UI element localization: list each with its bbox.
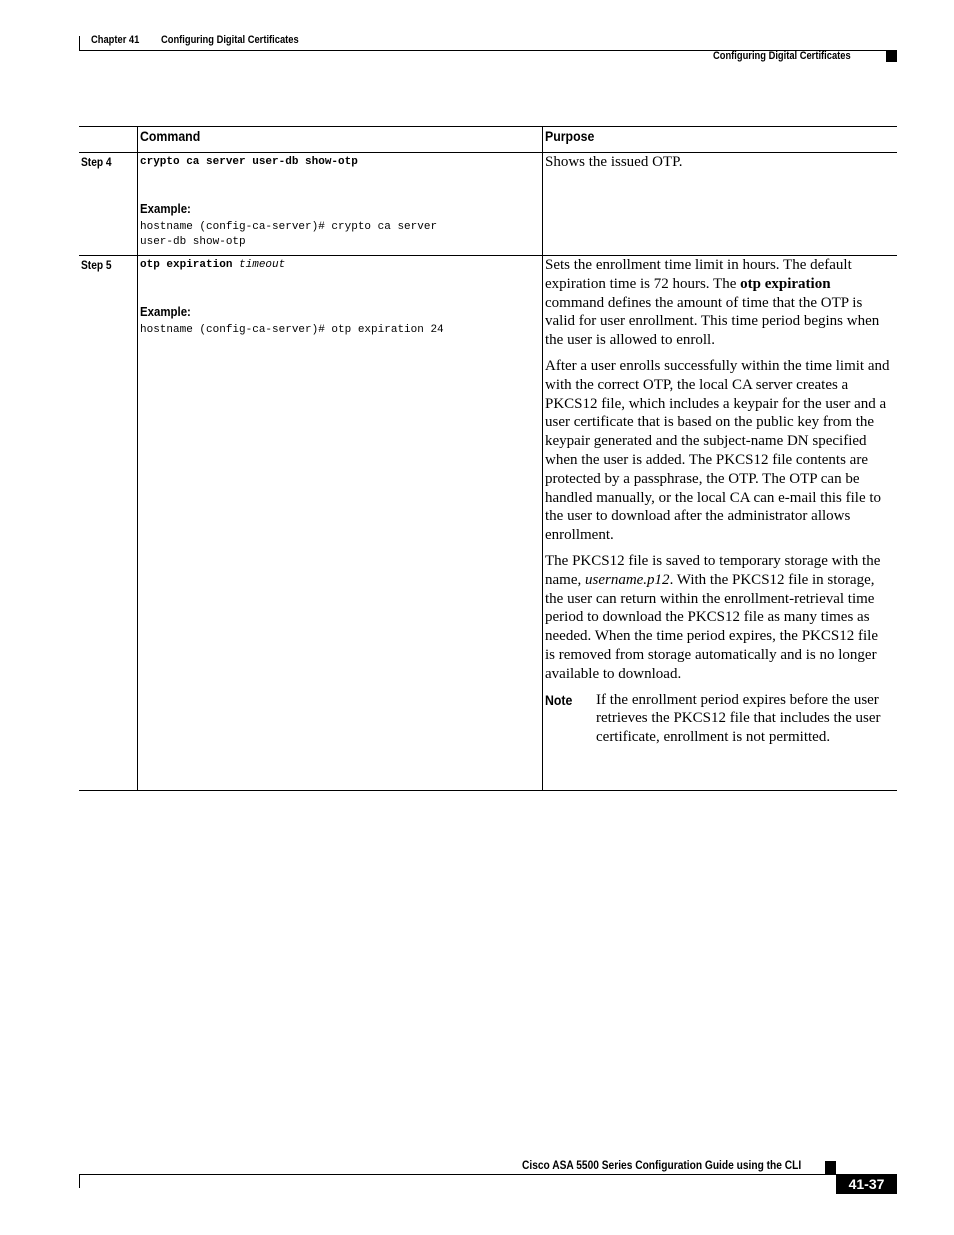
header-rule-vertical: [79, 36, 80, 51]
step-label: Step 5: [81, 258, 112, 272]
note: [545, 691, 890, 747]
text: The PKCS12 file is saved to temporary storage with the name,: [545, 552, 881, 588]
command-syntax: [140, 258, 285, 273]
column-divider: [137, 126, 138, 791]
header-marker: [886, 50, 897, 62]
purpose-paragraph: After a user enrolls successfully within the time limit and with the correct OTP, the local CA server creates a PKCS12 file, which includes a keypair for the user and a user certificate that is based on the public key from the keypair generated and the subject-name DN specified when the user is added. The PKCS12 file contents are protected by a passphrase, the OTP. The OTP can be handled manually, or the local CA can e-mail this file to the user to download after the administrator allows enrollment.: [545, 357, 890, 544]
column-divider: [542, 126, 543, 791]
footer-rule-vertical: [79, 1174, 80, 1188]
example-code: hostname (config-ca-server)# crypto ca server user-db show-otp: [140, 221, 438, 248]
column-header-purpose: Purpose: [545, 128, 595, 144]
guide-title: Cisco ASA 5500 Series Configuration Guide using the CLI: [522, 1158, 802, 1172]
section-title: Configuring Digital Certificates: [713, 50, 851, 62]
chapter-number: Chapter 41: [91, 34, 140, 46]
command-syntax: crypto ca server user-db show-otp: [140, 156, 358, 168]
purpose-text: [545, 256, 890, 747]
example-label: Example:: [140, 201, 191, 216]
example-code: hostname (config-ca-server)# otp expiration 24: [140, 324, 444, 336]
filename: username.p12: [584, 571, 670, 588]
example-label: Example:: [140, 304, 191, 319]
keyword: otp expiration: [740, 275, 831, 292]
footer-rule: [79, 1174, 897, 1175]
note-text: If the enrollment period expires before the user retrieves the PKCS12 file that includes the user certificate, enrollment is not permitted.: [596, 691, 881, 746]
purpose-paragraph: [545, 552, 890, 684]
table-bottom-rule: [79, 790, 897, 791]
text: command defines the amount of time that the OTP is valid for user enrollment. This time period begins when the user is allowed to enroll.: [545, 294, 880, 349]
purpose-text: Shows the issued OTP.: [545, 154, 683, 170]
chapter-title: Configuring Digital Certificates: [161, 34, 299, 46]
table-top-rule: [79, 126, 897, 127]
purpose-paragraph: [545, 256, 890, 350]
command-keyword: otp expiration: [140, 259, 233, 271]
note-label: Note: [545, 691, 573, 708]
footer-marker: [825, 1161, 836, 1174]
text: Sets the enrollment time limit in hours. The default expiration time is 72 hours. The: [545, 257, 852, 292]
command-argument: timeout: [239, 259, 286, 271]
text: . With the PKCS12 file in storage, the user can return within the enrollment-retrieval time period to download the PKCS12 file as many times as needed. When the time period expires, the PKCS12 file is removed from storage automatically and is no longer available to download.: [545, 571, 878, 682]
page-number: 41-37: [836, 1175, 897, 1194]
column-header-command: Command: [140, 128, 201, 144]
step-label: Step 4: [81, 155, 112, 169]
